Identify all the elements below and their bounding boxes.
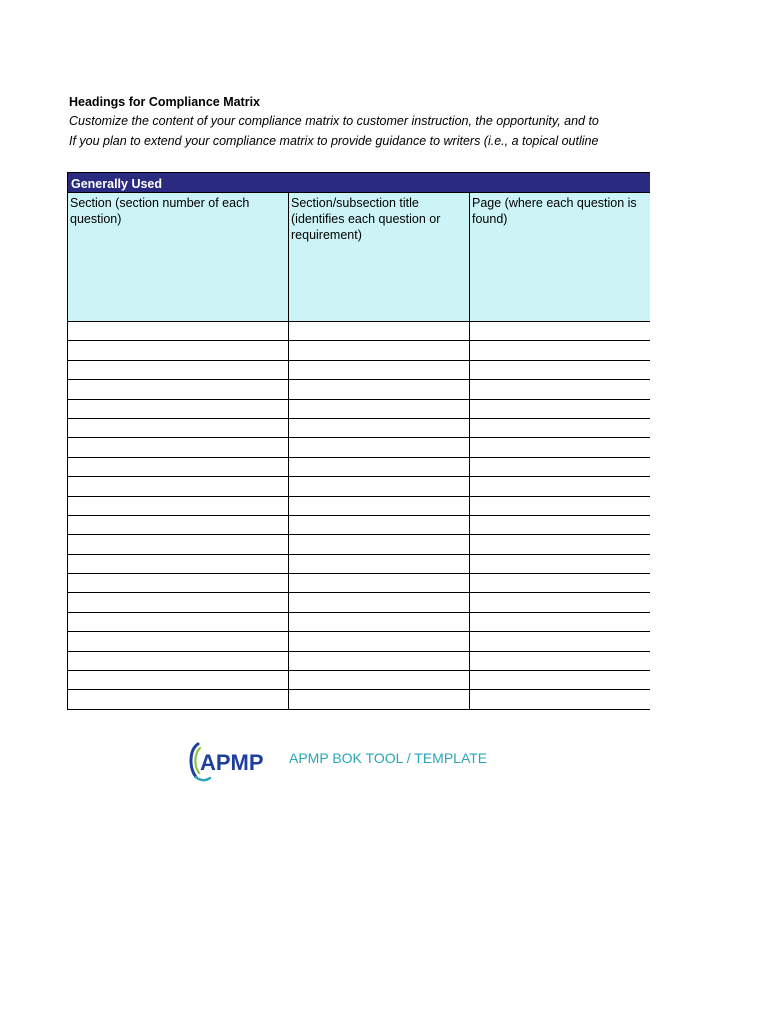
table-cell[interactable] [68,497,289,515]
table-row [67,380,650,399]
table-cell[interactable] [470,593,650,611]
table-cell[interactable] [289,690,470,708]
table-cell[interactable] [289,497,470,515]
table-row [67,613,650,632]
table-cell[interactable] [470,613,650,631]
table-cell[interactable] [68,380,289,398]
table-cell[interactable] [68,477,289,495]
table-cell[interactable] [68,419,289,437]
table-row [67,632,650,651]
table-cell[interactable] [289,671,470,689]
table-cell[interactable] [68,671,289,689]
table-row [67,419,650,438]
table-cell[interactable] [470,690,650,708]
column-header-section[interactable]: Section (section number of each question) [68,193,289,321]
table-cell[interactable] [470,477,650,495]
footer-caption: APMP BOK TOOL / TEMPLATE [289,750,488,766]
table-cell[interactable] [289,458,470,476]
table-cell[interactable] [470,574,650,592]
table-cell[interactable] [289,400,470,418]
table-cell[interactable] [68,632,289,650]
table-row [67,458,650,477]
group-header: Generally Used [67,172,650,193]
table-cell[interactable] [68,516,289,534]
table-row [67,361,650,380]
page-title: Headings for Compliance Matrix [69,95,261,109]
table-cell[interactable] [470,458,650,476]
table-row [67,400,650,419]
table-cell[interactable] [68,361,289,379]
table-cell[interactable] [289,322,470,340]
table-cell[interactable] [289,593,470,611]
instruction-line-2: If you plan to extend your compliance matrix to provide guidance to writers (i.e., a topical outline [69,134,599,148]
table-cell[interactable] [289,419,470,437]
apmp-logo [188,740,268,782]
instruction-line-1: Customize the content of your compliance matrix to customer instruction, the opportunity, and to [69,114,599,128]
table-cell[interactable] [470,497,650,515]
table-row [67,322,650,341]
table-cell[interactable] [289,341,470,359]
column-header-page[interactable]: Page (where each question is found) [472,196,637,226]
table-cell[interactable] [289,652,470,670]
table-cell[interactable] [289,477,470,495]
compliance-matrix-table [67,172,650,710]
table-row [67,438,650,457]
table-cell[interactable] [289,438,470,456]
table-cell[interactable] [68,652,289,670]
table-cell[interactable] [68,690,289,708]
table-cell[interactable] [470,322,650,340]
table-cell[interactable] [68,400,289,418]
table-row [67,593,650,612]
table-cell[interactable] [470,632,650,650]
table-row [67,671,650,690]
table-cell[interactable] [68,535,289,553]
table-cell[interactable] [289,361,470,379]
table-cell[interactable] [470,400,650,418]
table-row [67,652,650,671]
table-cell[interactable] [68,438,289,456]
table-cell[interactable] [289,535,470,553]
table-cell[interactable] [470,535,650,553]
column-header-row [67,193,650,322]
table-cell[interactable] [68,613,289,631]
table-cell[interactable] [68,341,289,359]
table-cell[interactable] [289,613,470,631]
table-cell[interactable] [289,555,470,573]
table-cell[interactable] [470,380,650,398]
column-header-title[interactable]: Section/subsection title (identifies each question or requirement) [289,193,470,321]
table-row [67,341,650,360]
table-cell[interactable] [470,671,650,689]
table-cell[interactable] [68,574,289,592]
table-cell[interactable] [68,322,289,340]
table-row [67,690,650,709]
table-cell[interactable] [289,632,470,650]
table-row [67,555,650,574]
table-cell[interactable] [289,380,470,398]
table-cell[interactable] [470,555,650,573]
table-cell[interactable] [470,419,650,437]
table-row [67,535,650,554]
table-cell[interactable] [289,516,470,534]
table-row [67,574,650,593]
table-cell[interactable] [470,516,650,534]
table-row [67,516,650,535]
table-cell[interactable] [470,341,650,359]
table-cell[interactable] [289,574,470,592]
table-cell[interactable] [68,593,289,611]
table-row [67,497,650,516]
matrix-body [67,322,650,710]
apmp-logo-text: APMP [200,750,264,775]
table-cell[interactable] [470,361,650,379]
table-cell[interactable] [470,438,650,456]
table-cell[interactable] [68,555,289,573]
table-cell[interactable] [470,652,650,670]
table-cell[interactable] [68,458,289,476]
table-row [67,477,650,496]
